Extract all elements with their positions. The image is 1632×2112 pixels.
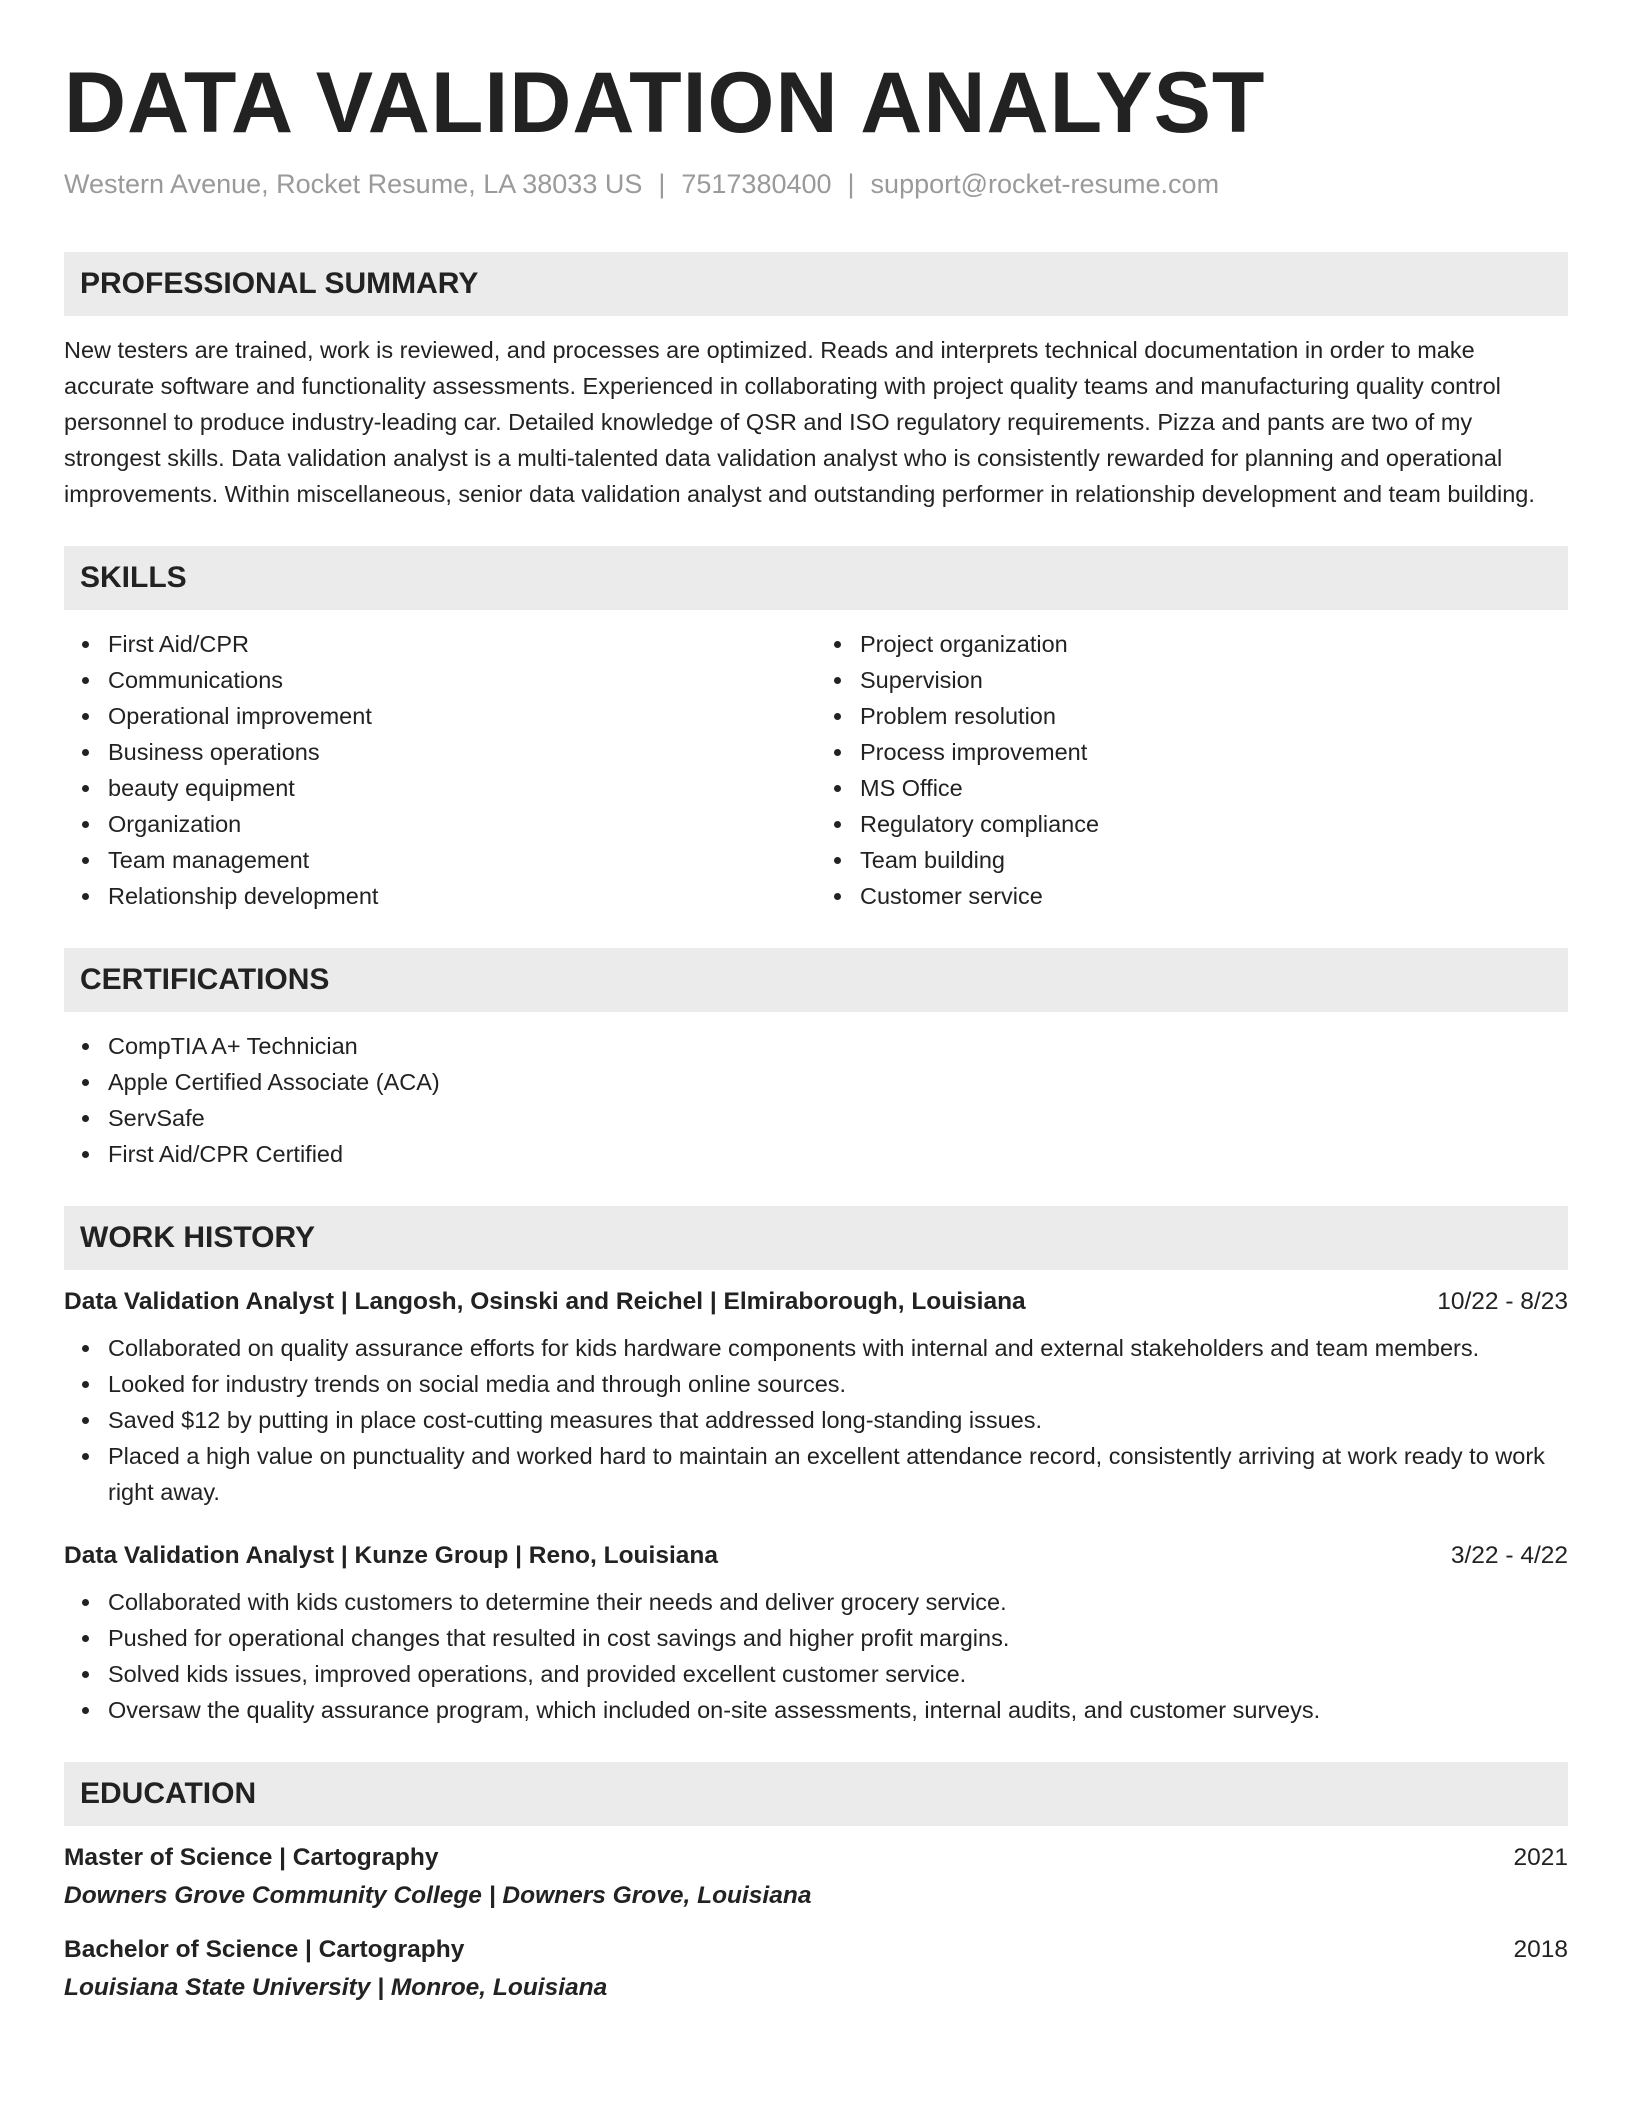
certification-item: First Aid/CPR Certified — [108, 1136, 1568, 1172]
skill-item: Business operations — [108, 734, 816, 770]
skill-item: Communications — [108, 662, 816, 698]
job-entry — [64, 1542, 1568, 1728]
job-title: Data Validation Analyst | Langosh, Osinski and Reichel | Elmiraborough, Louisiana — [64, 1287, 1026, 1315]
work-history-heading: WORK HISTORY — [64, 1206, 1568, 1270]
education-school: Louisiana State University | Monroe, Louisiana — [64, 1973, 608, 2001]
education-degree: Master of Science | Cartography — [64, 1843, 439, 1871]
certification-item: ServSafe — [108, 1100, 1568, 1136]
job-bullet: Collaborated on quality assurance efforts for kids hardware components with internal and external stakeholders and team members. — [108, 1330, 1568, 1366]
skill-item: Process improvement — [860, 734, 1568, 770]
skill-item: Relationship development — [108, 878, 816, 914]
contact-separator: | — [847, 168, 855, 199]
summary-heading: PROFESSIONAL SUMMARY — [64, 252, 1568, 316]
skill-item: Organization — [108, 806, 816, 842]
education-header — [64, 1936, 1568, 1964]
skill-item: MS Office — [860, 770, 1568, 806]
summary-text: New testers are trained, work is reviewed, and processes are optimized. Reads and interprets technical documentation in order to make accurate software and functionality assessments. Experienced in collaborating with project quality teams and manufacturing quality control personnel to produce industry-leading car. Detailed knowledge of QSR and ISO regulatory requirements. Pizza and pants are two of my strongest skills. Data validation analyst is a multi-talented data validation analyst who is consistently rewarded for planning and operational improvements. Within miscellaneous, senior data validation analyst and outstanding performer in relationship development and team building. — [64, 336, 1535, 507]
resume-title: DATA VALIDATION ANALYST — [64, 55, 1266, 151]
education-header — [64, 1844, 1568, 1872]
skill-item: beauty equipment — [108, 770, 816, 806]
skill-item: Problem resolution — [860, 698, 1568, 734]
skills-heading: SKILLS — [64, 546, 1568, 610]
certification-item: Apple Certified Associate (ACA) — [108, 1064, 1568, 1100]
education-entry — [64, 1844, 1568, 1910]
skill-item: First Aid/CPR — [108, 626, 816, 662]
job-bullet-list — [64, 1584, 1568, 1728]
contact-line — [64, 169, 1568, 200]
education-heading: EDUCATION — [64, 1762, 1568, 1826]
skill-item: Operational improvement — [108, 698, 816, 734]
job-dates: 3/22 - 4/22 — [1450, 1541, 1568, 1569]
job-bullet: Placed a high value on punctuality and worked hard to maintain an excellent attendance record, consistently arriving at work ready to work right away. — [108, 1438, 1568, 1510]
education-school: Downers Grove Community College | Downers Grove, Louisiana — [64, 1881, 812, 1909]
job-bullet: Solved kids issues, improved operations, and provided excellent customer service. — [108, 1656, 1568, 1692]
education-entry — [64, 1936, 1568, 2002]
contact-address: Western Avenue, Rocket Resume, LA 38033 US — [64, 168, 643, 199]
job-header — [64, 1288, 1568, 1316]
job-dates: 10/22 - 8/23 — [1437, 1287, 1568, 1315]
skill-item: Team management — [108, 842, 816, 878]
job-bullet: Looked for industry trends on social media and through online sources. — [108, 1366, 1568, 1402]
job-bullet-list — [64, 1330, 1568, 1510]
skills-columns — [64, 626, 1568, 914]
job-title: Data Validation Analyst | Kunze Group | Reno, Louisiana — [64, 1541, 718, 1569]
skill-item: Supervision — [860, 662, 1568, 698]
education-year: 2021 — [1513, 1843, 1568, 1871]
certifications-list — [64, 1028, 1568, 1172]
contact-phone: 7517380400 — [681, 168, 832, 199]
job-bullet: Pushed for operational changes that resulted in cost savings and higher profit margins. — [108, 1620, 1568, 1656]
job-entry — [64, 1288, 1568, 1510]
skill-item: Team building — [860, 842, 1568, 878]
skills-left-list — [64, 626, 816, 914]
education-year: 2018 — [1513, 1935, 1568, 1963]
skill-item: Customer service — [860, 878, 1568, 914]
job-bullet: Oversaw the quality assurance program, which included on-site assessments, internal audits, and customer surveys. — [108, 1692, 1568, 1728]
certifications-heading: CERTIFICATIONS — [64, 948, 1568, 1012]
job-header — [64, 1542, 1568, 1570]
skill-item: Project organization — [860, 626, 1568, 662]
education-degree: Bachelor of Science | Cartography — [64, 1935, 465, 1963]
skill-item: Regulatory compliance — [860, 806, 1568, 842]
certification-item: CompTIA A+ Technician — [108, 1028, 1568, 1064]
contact-separator: | — [658, 168, 666, 199]
job-bullet: Saved $12 by putting in place cost-cutting measures that addressed long-standing issues. — [108, 1402, 1568, 1438]
job-bullet: Collaborated with kids customers to determine their needs and deliver grocery service. — [108, 1584, 1568, 1620]
skills-right-list — [816, 626, 1568, 914]
contact-email: support@rocket-resume.com — [870, 168, 1220, 199]
